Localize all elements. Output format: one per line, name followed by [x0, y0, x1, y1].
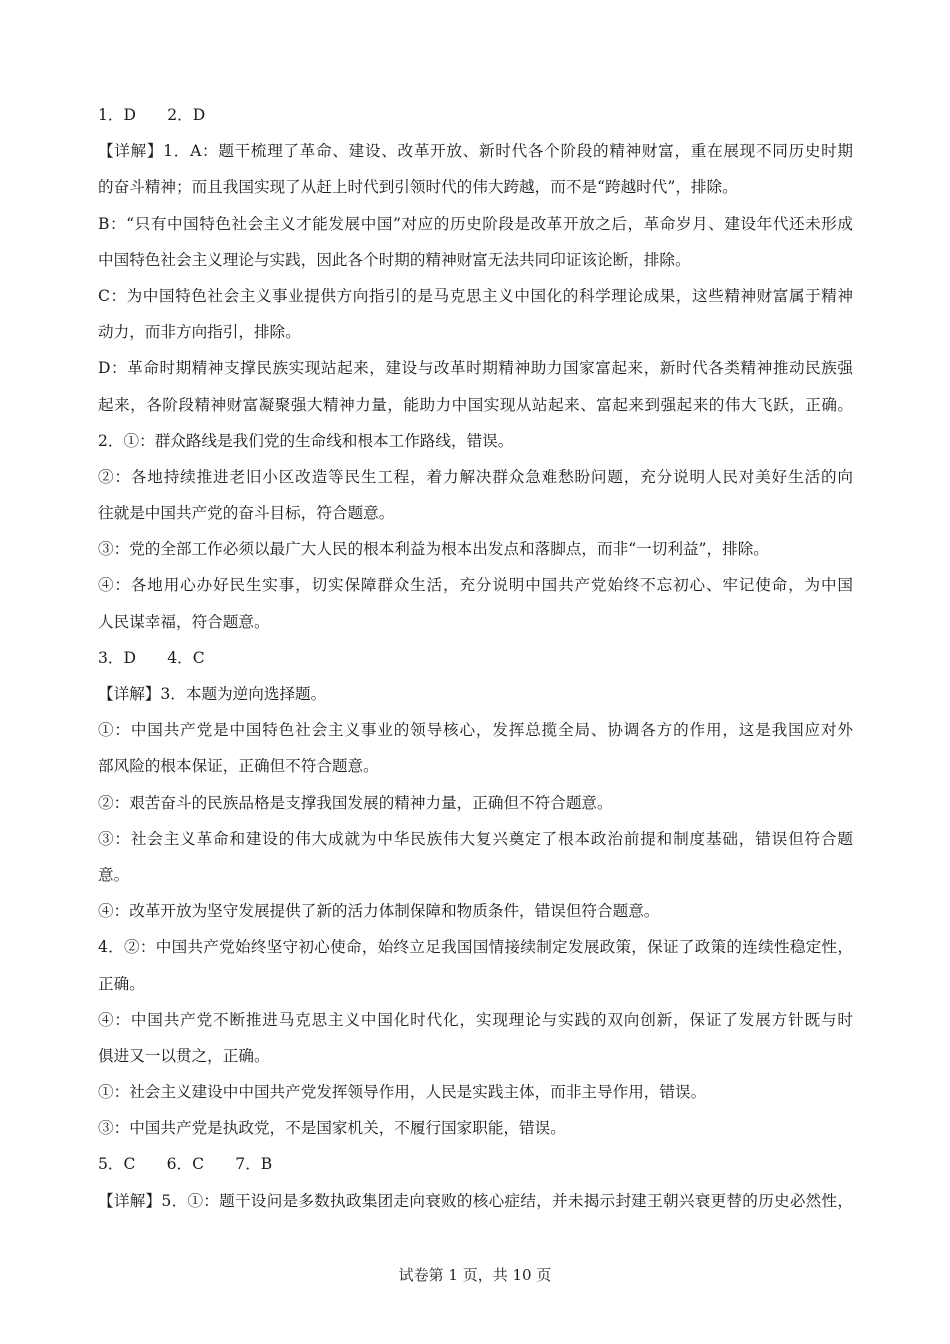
answer-explanation-body — [98, 97, 853, 1219]
text-line: ④：中国共产党不断推进马克思主义中国化时代化，实现理论与实践的双向创新，保证了发展方针既与时 — [98, 1010, 853, 1029]
text-line: 人民谋幸福，符合题意。 — [98, 612, 270, 631]
text-line: 【详解】1．A：题干梳理了革命、建设、改革开放、新时代各个阶段的精神财富，重在展现不同历史时期 — [98, 142, 853, 161]
text-line: 意。 — [98, 865, 130, 884]
text-line: 往就是中国共产党的奋斗目标，符合题意。 — [98, 504, 395, 523]
text-line: B：“只有中国特色社会主义才能发展中国”对应的历史阶段是改革开放之后，革命岁月、建设年代还未形成 — [98, 214, 853, 233]
text-line: 中国特色社会主义理论与实践，因此各个时期的精神财富无法共同印证该论断，排除。 — [98, 250, 691, 269]
text-line: 5．C 6．C 7．B — [98, 1155, 273, 1174]
text-line: 俱进又一以贯之，正确。 — [98, 1046, 270, 1065]
text-line: 【详解】3．本题为逆向选择题。 — [98, 685, 327, 703]
text-line: ①：社会主义建设中中国共产党发挥领导作用，人民是实践主体，而非主导作用，错误。 — [98, 1083, 707, 1102]
text-line: C：为中国特色社会主义事业提供方向指引的是马克思主义中国化的科学理论成果，这些精神财富属于精神 — [98, 286, 853, 305]
text-line: ③：中国共产党是执政党，不是国家机关，不履行国家职能，错误。 — [98, 1119, 566, 1138]
text-line: 【详解】5．①：题干设问是多数执政集团走向衰败的核心症结，并未揭示封建王朝兴衰更替的历史必然性， — [98, 1191, 853, 1210]
text-line: ③：社会主义革命和建设的伟大成就为中华民族伟大复兴奠定了根本政治前提和制度基础，错误但符合题 — [98, 829, 853, 848]
text-line: 正确。 — [98, 974, 145, 993]
text-line: 1．D 2．D — [98, 106, 206, 124]
text-line: 的奋斗精神；而且我国实现了从赶上时代到引领时代的伟大跨越，而不是“跨越时代”，排除。 — [98, 178, 738, 197]
text-line: ④：改革开放为坚守发展提供了新的活力体制保障和物质条件，错误但符合题意。 — [98, 902, 660, 921]
text-line: ②：各地持续推进老旧小区改造等民生工程，着力解决群众急难愁盼问题，充分说明人民对美好生活的向 — [98, 467, 853, 486]
text-line: ③：党的全部工作必须以最广大人民的根本利益为根本出发点和落脚点，而非“一切利益”，排除。 — [98, 540, 769, 559]
text-line: ①：中国共产党是中国特色社会主义事业的领导核心，发挥总揽全局、协调各方的作用，这是我国应对外 — [98, 721, 853, 740]
text-line: ④：各地用心办好民生实事，切实保障群众生活，充分说明中国共产党始终不忘初心、牢记使命，为中国 — [98, 576, 853, 595]
text-line: 4．②：中国共产党始终坚守初心使命，始终立足我国国情接续制定发展政策，保证了政策的连续性稳定性， — [98, 938, 853, 957]
text-line: 起来，各阶段精神财富凝聚强大精神力量，能助力中国实现从站起来、富起来到强起来的伟大飞跃，正确。 — [98, 395, 853, 414]
text-line: 3．D 4．C — [98, 648, 205, 667]
text-line: 部风险的根本保证，正确但不符合题意。 — [98, 757, 379, 776]
text-line: ②：艰苦奋斗的民族品格是支撑我国发展的精神力量，正确但不符合题意。 — [98, 793, 613, 812]
text-line: 2．①：群众路线是我们党的生命线和根本工作路线，错误。 — [98, 431, 514, 450]
text-line: D：革命时期精神支撑民族实现站起来，建设与改革时期精神助力国家富起来，新时代各类精神推动民族强 — [98, 359, 853, 378]
page-footer: 试卷第 1 页，共 10 页 — [398, 1266, 552, 1284]
text-line: 动力，而非方向指引，排除。 — [98, 323, 301, 342]
